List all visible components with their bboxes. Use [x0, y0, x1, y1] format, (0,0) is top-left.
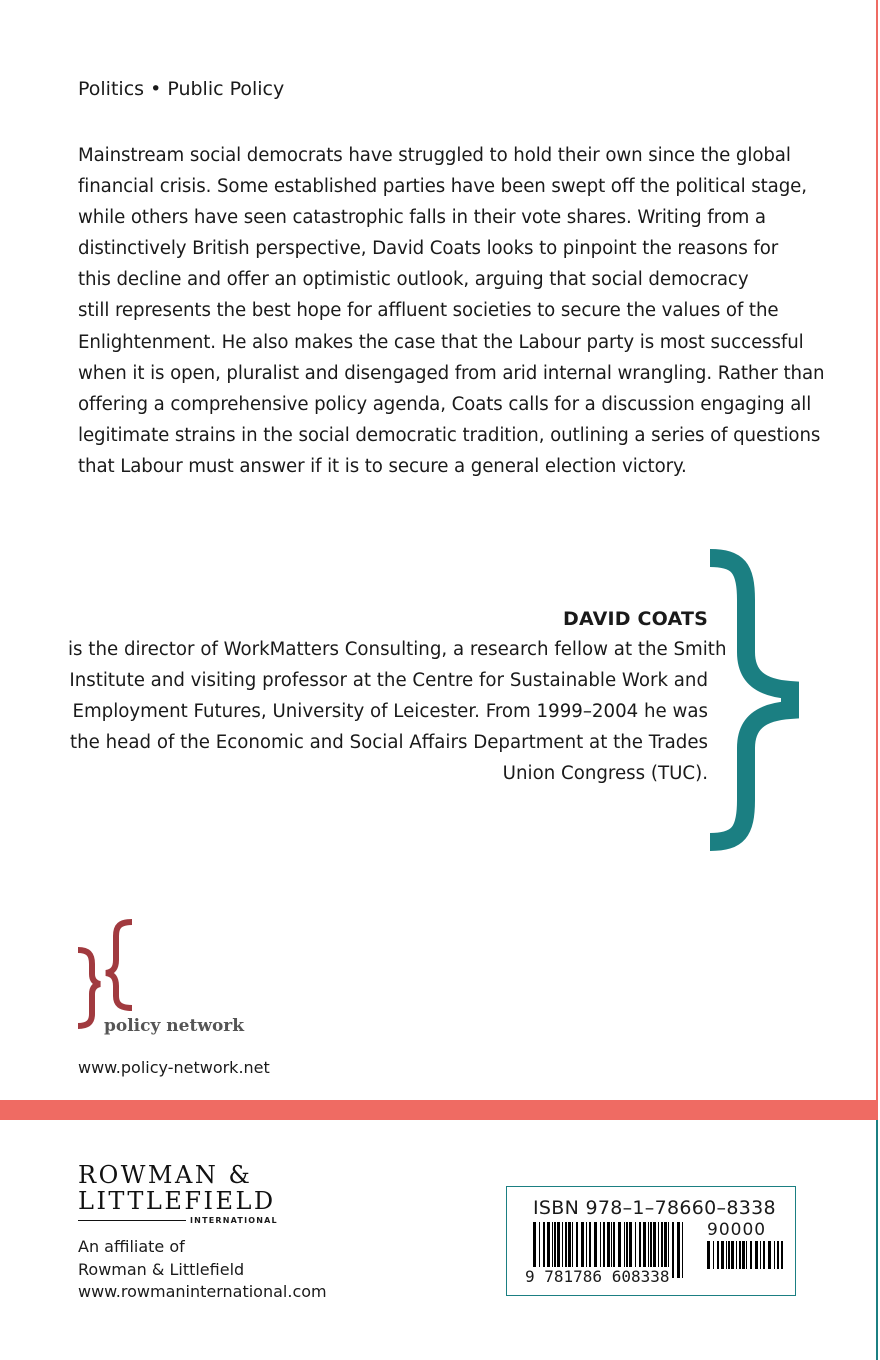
publisher-info-line: An affiliate of	[78, 1237, 185, 1256]
barcode-bar	[760, 1241, 761, 1269]
rl-logo-international: INTERNATIONAL	[190, 1216, 278, 1225]
barcode-bar	[728, 1241, 730, 1269]
barcode-bar	[736, 1241, 737, 1269]
blurb-line: distinctively British perspective, David Coats looks to pinpoint the reasons for	[78, 238, 779, 260]
author-bio-block	[68, 608, 727, 789]
barcode-bar	[768, 1241, 771, 1269]
book-blurb	[78, 140, 825, 482]
rowman-littlefield-logo	[78, 1162, 288, 1225]
price-code: 90000	[707, 1220, 767, 1240]
author-name: DAVID COATS	[562, 608, 708, 630]
barcode-bar	[763, 1241, 765, 1269]
author-bio-line: the head of the Economic and Social Affairs Department at the Trades	[70, 732, 708, 754]
blurb-line: that Labour must answer if it is to secure a general election victory.	[78, 455, 687, 477]
policy-network-logo-icon	[74, 918, 144, 1030]
barcode-bar	[726, 1241, 727, 1269]
barcode-bar	[777, 1241, 779, 1269]
barcode-bar	[746, 1241, 747, 1269]
barcode-bar	[717, 1241, 719, 1269]
category-label: Politics • Public Policy	[78, 78, 285, 100]
isbn-barcode	[506, 1186, 796, 1296]
barcode-bars-addon	[707, 1241, 783, 1269]
barcode-bar	[713, 1241, 714, 1269]
barcode-bar	[672, 1222, 674, 1278]
blurb-line: legitimate strains in the social democratic tradition, outlining a series of questions	[78, 424, 821, 446]
blurb-line: when it is open, pluralist and disengaged from arid internal wrangling. Rather than	[78, 362, 825, 384]
blurb-line: financial crisis. Some established parties have been swept off the political stage,	[78, 176, 807, 198]
publisher-info-line: Rowman & Littlefield	[78, 1259, 245, 1279]
spine-edge-line-lower	[876, 1120, 878, 1360]
barcode-bar	[731, 1241, 734, 1269]
barcode-bar	[721, 1241, 724, 1269]
isbn-text: ISBN 978–1–78660–8338	[533, 1197, 776, 1219]
author-bio-line: Employment Futures, University of Leicester. From 1999–2004 he was	[72, 701, 708, 723]
spine-edge-line	[876, 0, 878, 1100]
policy-network-name: policy network	[104, 1016, 245, 1036]
publisher-info	[78, 1236, 327, 1304]
blurb-line: still represents the best hope for affluent societies to secure the values of the	[78, 300, 779, 322]
rl-logo-line1: ROWMAN &	[78, 1161, 253, 1189]
author-bio-line: Institute and visiting professor at the Centre for Sustainable Work and	[69, 670, 708, 692]
rl-logo-line2: LITTLEFIELD	[78, 1187, 276, 1215]
rl-logo-rule	[78, 1220, 186, 1222]
barcode-bar	[750, 1241, 752, 1269]
author-bio	[68, 634, 727, 789]
barcode-bar	[755, 1241, 758, 1269]
policy-network-url[interactable]: www.policy-network.net	[78, 1058, 270, 1077]
blurb-line: offering a comprehensive policy agenda, Coats calls for a discussion engaging all	[78, 393, 812, 415]
blurb-line: Enlightenment. He also makes the case that the Labour party is most successful	[78, 331, 804, 353]
closing-brace-graphic	[700, 548, 800, 852]
barcode-bar	[739, 1241, 741, 1269]
author-bio-line: is the director of WorkMatters Consulting, a research fellow at the Smith	[68, 639, 727, 660]
rl-logo-subline	[78, 1216, 288, 1225]
barcode-bar	[742, 1241, 745, 1269]
barcode-bar	[781, 1241, 783, 1269]
barcode-bar	[774, 1241, 775, 1269]
barcode-bar	[677, 1222, 680, 1278]
barcode-bar	[682, 1222, 683, 1278]
ean-digits: 9 781786 608338	[525, 1267, 670, 1286]
barcode-bar	[707, 1241, 710, 1269]
blurb-line: while others have seen catastrophic falls in their vote shares. Writing from a	[78, 207, 766, 229]
publisher-url[interactable]: www.rowmaninternational.com	[78, 1282, 327, 1301]
coral-divider-band	[0, 1100, 878, 1120]
blurb-line: this decline and offer an optimistic outlook, arguing that social democracy	[78, 269, 749, 291]
blurb-line: Mainstream social democrats have struggled to hold their own since the global	[78, 145, 791, 166]
author-bio-line: Union Congress (TUC).	[502, 763, 708, 785]
